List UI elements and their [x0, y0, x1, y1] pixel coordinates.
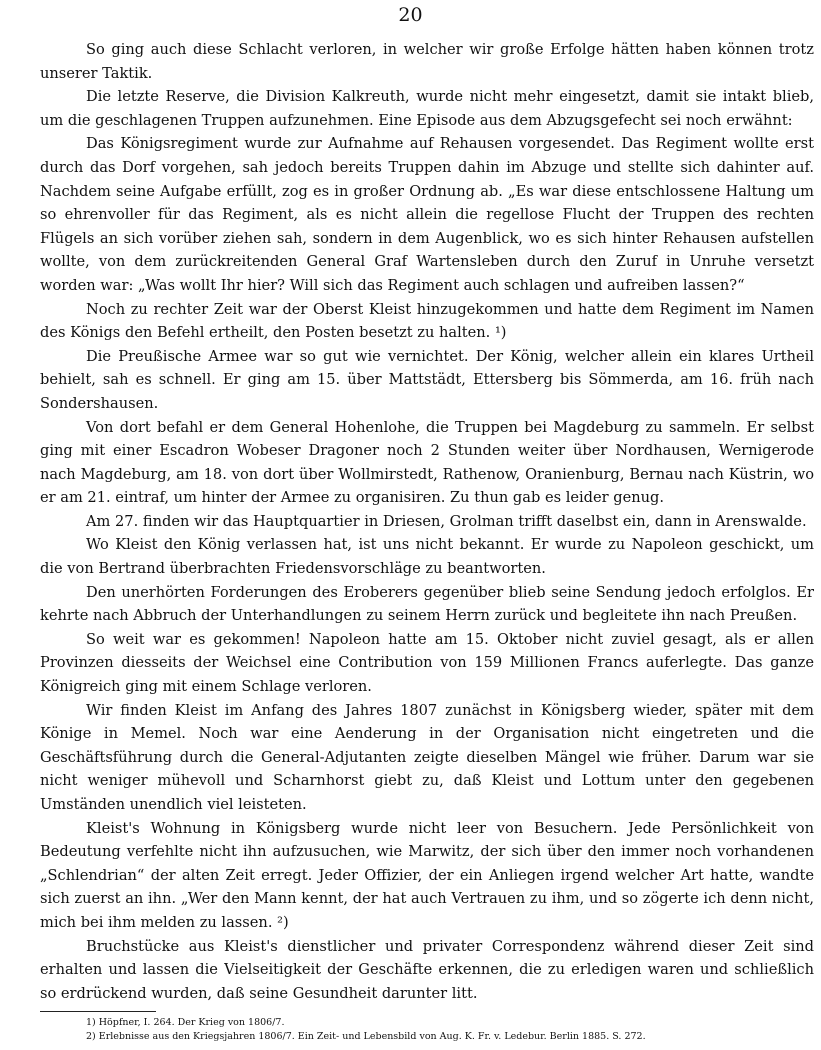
paragraph: Wir finden Kleist im Anfang des Jahres 1807 zunächst in Königsberg wieder, später mit dem Könige in Memel. Noch war eine Aenderung in der Organisation nicht eingetreten und die Geschäftsführung durch die General-Adjutanten zeigte dieselben Mängel wie früher. Darum war sie nicht weniger mühevoll und Scharnhorst giebt zu, daß Kleist und Lottum unter den gegebenen Umständen unendlich viel leisteten. [40, 701, 814, 813]
page-number: 20 [398, 4, 423, 26]
paragraph: Von dort befahl er dem General Hohenlohe, die Truppen bei Magdeburg zu sammeln. Er selbst ging mit einer Escadron Wobeser Dragoner noch 2 Stunden weiter über Nordhausen, Wernigerode nach Magdeburg, am 18. von dort über Wollmirstedt, Rathenow, Oranienburg, Bernau nach Küstrin, wo er am 21. eintraf, um hinter der Armee zu organisiren. Zu thun gab es leider genug. [40, 418, 814, 507]
footnote: 2) Erlebnisse aus den Kriegsjahren 1806/7. Ein Zeit- und Lebensbild von Aug. K. Fr. v. Ledebur. Berlin 1885. S. 272. [86, 1031, 646, 1042]
paragraph: Das Königsregiment wurde zur Aufnahme auf Rehausen vorgesendet. Das Regiment wollte erst durch das Dorf vorgehen, sah jedoch bereits Truppen dahin im Abzuge und stellte sich dahinter auf. Nachdem seine Aufgabe erfüllt, zog es in großer Ordnung ab. „Es war diese entschlossene Haltung um so ehrenvoller für das Regiment, als es nicht allein die regellose Flucht der Truppen des rechten Flügels an sich vorüber ziehen sah, sondern in dem Augenblick, wo es sich hinter Rehausen aufstellen wollte, von dem zurückreitenden General Graf Wartensleben durch den Zuruf in Unruhe versetzt worden war: „Was wollt Ihr hier? Will sich das Regiment auch schlagen und aufreiben lassen?“ [40, 135, 814, 294]
footnotes [86, 1016, 814, 1044]
footnote: 1) Höpfner, I. 264. Der Krieg von 1806/7. [86, 1017, 285, 1028]
body-text [40, 38, 814, 1005]
paragraph: Den unerhörten Forderungen des Eroberers gegenüber blieb seine Sendung jedoch erfolglos. Er kehrte nach Abbruch der Unterhandlungen zu seinem Herrn zurück und begleitete ihn nach Preußen. [40, 583, 814, 625]
paragraph: Kleist's Wohnung in Königsberg wurde nicht leer von Besuchern. Jede Persönlichkeit von Bedeutung verfehlte nicht ihn aufzusuchen, wie Marwitz, der sich über den immer noch vorhandenen „Schlendrian“ der alten Zeit erregt. Jeder Offizier, der ein Anliegen irgend welcher Art hatte, wandte sich zuerst an ihn. „Wer den Mann kennt, der hat auch Vertrauen zu ihm, und so zögerte ich denn nicht, mich bei ihm melden zu lassen. ²) [40, 819, 814, 931]
paragraph: Bruchstücke aus Kleist's dienstlicher und privater Correspondenz während dieser Zeit sind erhalten und lassen die Vielseitigkeit der Geschäfte erkennen, die zu erledigen waren und schließlich so erdrückend wurden, daß seine Gesundheit darunter litt. [40, 937, 814, 1002]
footnote-divider [40, 1011, 156, 1012]
paragraph: Noch zu rechter Zeit war der Oberst Kleist hinzugekommen und hatte dem Regiment im Namen des Königs den Befehl ertheilt, den Posten besetzt zu halten. ¹) [40, 300, 814, 342]
paragraph: Die letzte Reserve, die Division Kalkreuth, wurde nicht mehr eingesetzt, damit sie intakt blieb, um die geschlagenen Truppen aufzunehmen. Eine Episode aus dem Abzugsgefecht sei noch erwähnt: [40, 88, 814, 129]
paragraph: So ging auch diese Schlacht verloren, in welcher wir große Erfolge hätten haben können trotz unserer Taktik. [40, 41, 814, 82]
paragraph: Am 27. finden wir das Hauptquartier in Driesen, Grolman trifft daselbst ein, dann in Arenswalde. [86, 512, 807, 530]
paragraph: So weit war es gekommen! Napoleon hatte am 15. Oktober nicht zuviel gesagt, als er allen Provinzen diesseits der Weichsel eine Contribution von 159 Millionen Francs auferlegte. Das ganze Königreich ging mit einem Schlage verloren. [40, 630, 814, 696]
paragraph: Wo Kleist den König verlassen hat, ist uns nicht bekannt. Er wurde zu Napoleon geschickt, um die von Bertrand überbrachten Friedensvorschläge zu beantworten. [40, 536, 814, 578]
paragraph: Die Preußische Armee war so gut wie vernichtet. Der König, welcher allein ein klares Urtheil behielt, sah es schnell. Er ging am 15. über Mattstädt, Ettersberg bis Sömmerda, am 16. früh nach Sondershausen. [40, 347, 814, 412]
